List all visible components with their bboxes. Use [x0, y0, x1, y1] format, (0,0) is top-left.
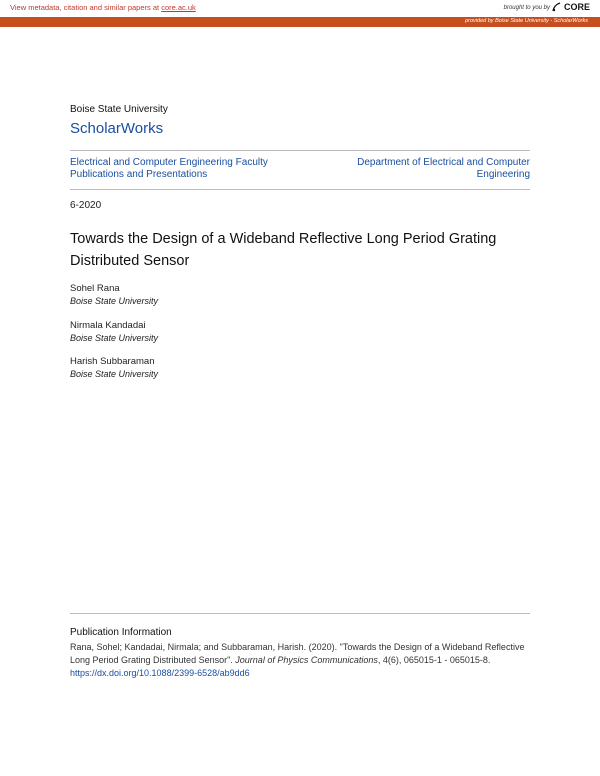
- author-entry: [70, 320, 158, 344]
- series-right-line2: Engineering: [476, 169, 530, 180]
- author-name: Sohel Rana: [70, 283, 120, 294]
- author-entry: [70, 283, 158, 307]
- series-right-line1: Department of Electrical and Computer: [357, 157, 530, 168]
- scholarworks-link[interactable]: ScholarWorks: [70, 120, 164, 137]
- author-affiliation: Boise State University: [70, 296, 159, 306]
- author-entry: [70, 356, 158, 380]
- core-logo-text: CORE: [563, 2, 590, 12]
- core-ac-uk-link[interactable]: core.ac.uk: [161, 3, 196, 12]
- citation-part2: , 4(6), 065015-1 - 065015-8.: [377, 655, 491, 665]
- view-metadata-text: View metadata, citation and similar papers at: [10, 3, 162, 12]
- paper-title-line1: Towards the Design of a Wideband Reflective Long Period Grating: [70, 231, 497, 247]
- author-affiliation: Boise State University: [70, 333, 159, 343]
- author-name: Nirmala Kandadai: [70, 320, 146, 331]
- paper-title-line2: Distributed Sensor: [70, 253, 190, 269]
- journal-name: Journal of Physics Communications: [235, 655, 378, 665]
- author-name: Harish Subbaraman: [70, 356, 155, 367]
- citation-text: [70, 641, 530, 680]
- core-logo[interactable]: [552, 2, 590, 12]
- university-name: Boise State University: [70, 104, 168, 115]
- series-left-line1: Electrical and Computer Engineering Faculty: [70, 157, 268, 168]
- view-metadata-link[interactable]: [10, 3, 196, 12]
- top-divider: [70, 150, 530, 151]
- citation-part1: Rana, Sohel; Kandadai, Nirmala; and Subbaraman, Harish. (2020). "Towards the Design of a Wideband Reflective Long Period Grating Distributed Sensor".: [70, 642, 525, 665]
- paper-title: [70, 228, 540, 272]
- series-divider: [70, 189, 530, 190]
- series-department-link[interactable]: [320, 157, 530, 181]
- series-left-line2: Publications and Presentations: [70, 169, 208, 180]
- doi-link[interactable]: https://dx.doi.org/10.1088/2399-6528/ab9dd6: [70, 668, 250, 678]
- publication-date: 6-2020: [70, 200, 102, 211]
- provided-by-text: provided by Boise State University - ScholarWorks: [465, 18, 588, 24]
- series-faculty-publications-link[interactable]: [70, 157, 300, 181]
- core-banner: [0, 0, 600, 16]
- brought-to-you-text: brought to you by: [503, 5, 550, 11]
- bottom-divider: [70, 613, 530, 614]
- publication-info-heading: Publication Information: [70, 627, 172, 638]
- core-provided-bar: [0, 17, 600, 27]
- core-logo-icon: [552, 2, 562, 12]
- author-affiliation: Boise State University: [70, 369, 159, 379]
